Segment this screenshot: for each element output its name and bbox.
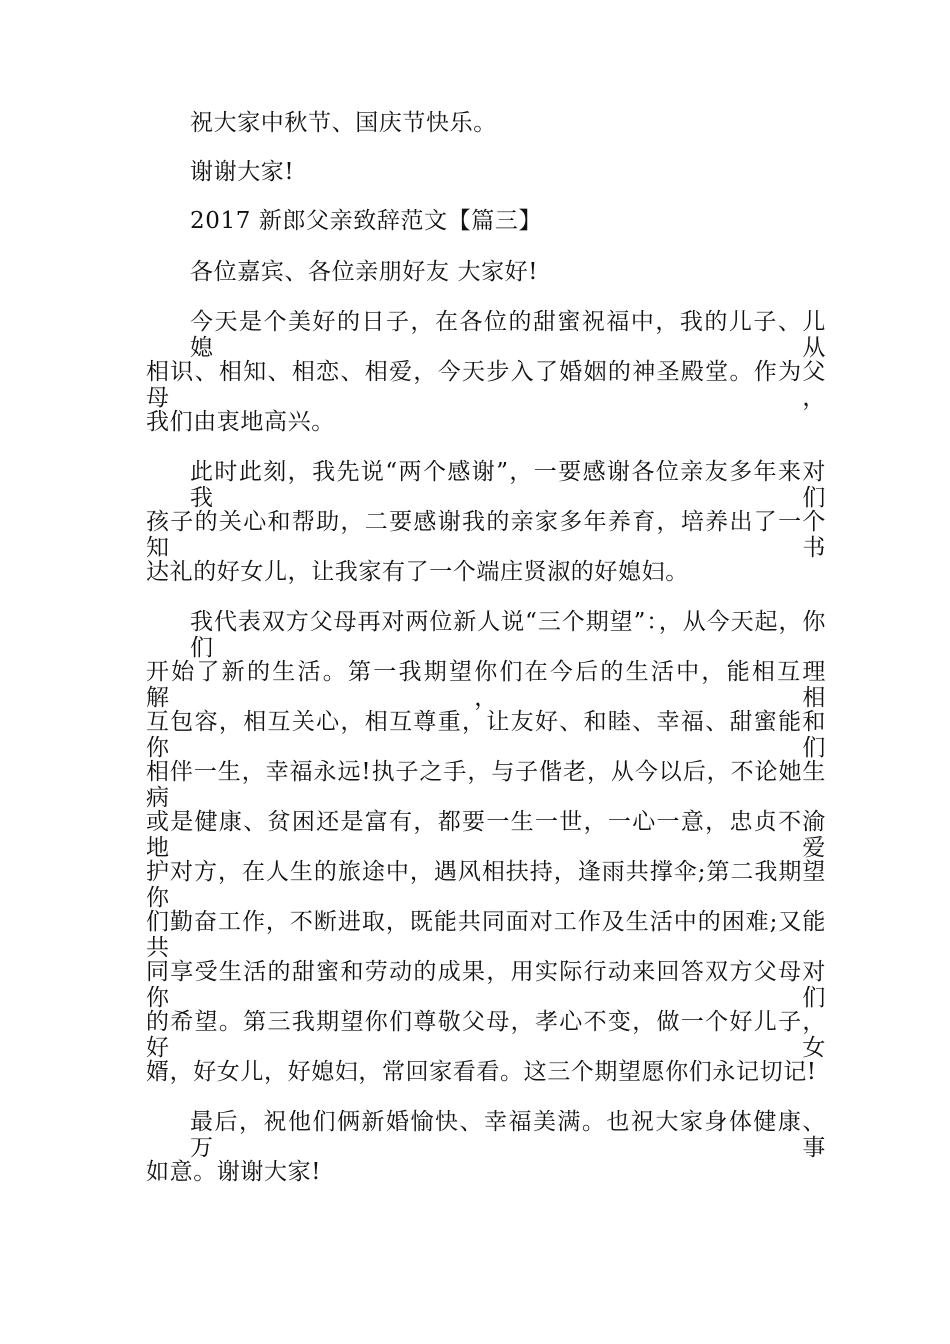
section-heading: 2017 新郎父亲致辞范文【篇三】 <box>190 208 543 234</box>
closing-wish-line: 祝大家中秋节、国庆节快乐。 <box>190 110 497 136</box>
paragraph-line: 的希望。第三我期望你们尊敬父母，孝心不变，做一个好儿子，好女 <box>146 1009 826 1061</box>
paragraph-line: 们勤奋工作，不断进取，既能共同面对工作及生活中的困难;又能共 <box>146 909 826 961</box>
paragraph-line: 我们由衷地高兴。 <box>146 409 335 435</box>
paragraph-line: 护对方，在人生的旅途中，遇风相扶持，逢雨共撑伞;第二我期望你 <box>146 859 826 911</box>
paragraph-line: 今天是个美好的日子，在各位的甜蜜祝福中，我的儿子、儿媳从 <box>190 309 826 361</box>
thanks-line: 谢谢大家! <box>190 159 295 185</box>
paragraph-line: 达礼的好女儿，让我家有了一个端庄贤淑的好媳妇。 <box>146 559 689 585</box>
paragraph-line: 我代表双方父母再对两位新人说“三个期望”：，从今天起，你们 <box>190 609 826 661</box>
paragraph-line: 或是健康、贫困还是富有，都要一生一世，一心一意，忠贞不渝地爱 <box>146 809 826 861</box>
paragraph-line: 此时此刻，我先说“两个感谢”，一要感谢各位亲友多年来对我们 <box>190 459 826 511</box>
paragraph-line: 开始了新的生活。第一我期望你们在今后的生活中，能相互理解，相 <box>146 659 826 711</box>
paragraph-line: 同享受生活的甜蜜和劳动的成果，用实际行动来回答双方父母对你们 <box>146 959 826 1011</box>
paragraph-line: 如意。谢谢大家! <box>146 1159 322 1185</box>
greeting-line: 各位嘉宾、各位亲朋好友 大家好! <box>190 259 539 285</box>
paragraph-line: 相识、相知、相恋、相爱，今天步入了婚姻的神圣殿堂。作为父母， <box>146 359 826 411</box>
paragraph-line: 孩子的关心和帮助，二要感谢我的亲家多年养育，培养出了一个知书 <box>146 509 826 561</box>
paragraph-line: 互包容，相互关心，相互尊重，让友好、和睦、幸福、甜蜜能和你们 <box>146 709 826 761</box>
paragraph-line: 婿，好女儿，好媳妇，常回家看看。这三个期望愿你们永记切记! <box>146 1059 817 1085</box>
paragraph-line: 最后，祝他们俩新婚愉快、幸福美满。也祝大家身体健康、万事 <box>190 1109 826 1161</box>
paragraph-line: 相伴一生，幸福永远!执子之手，与子偕老，从今以后，不论她生病 <box>146 759 826 811</box>
